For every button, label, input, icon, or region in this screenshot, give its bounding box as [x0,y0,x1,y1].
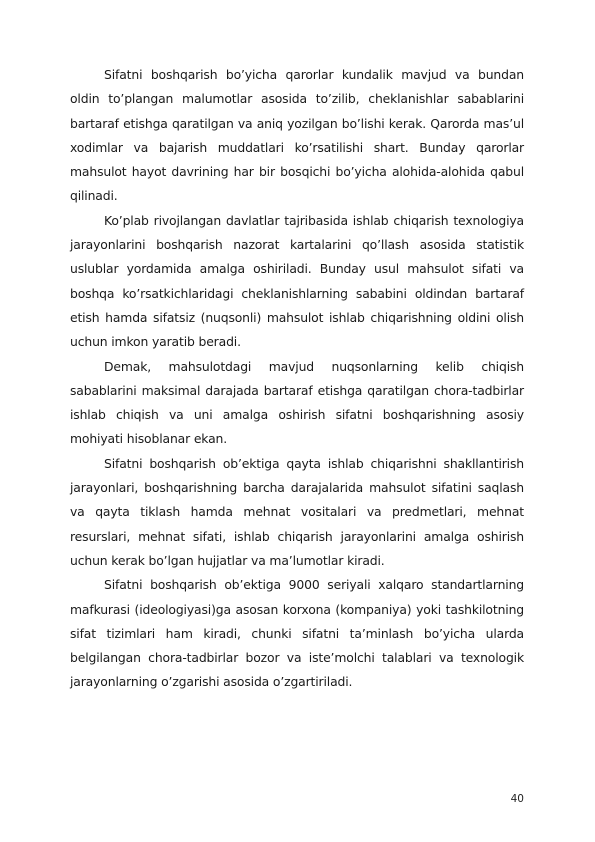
paragraph-1: Sifatni boshqarish bo’yicha qarorlar kundalik mavjud va bundan oldin to’plangan malumotlar asosida to’zilib, cheklanishlar sabablarini bartaraf etishga qaratilgan va aniq yozilgan bo’lishi kerak. Qarorda mas’ul xodimlar va bajarish muddatlari ko’rsatilishi shart. Bunday qarorlar mahsulot hayot davrining har bir bosqichi bo’yicha alohida-alohida qabul qilinadi. [70,67,524,204]
paragraph-5: Sifatni boshqarish ob’ektiga 9000 seriyali xalqaro standartlarning mafkurasi (ideologiyasi)ga asosan korxona (kompaniya) yoki tashkilotning sifat tizimlari ham kiradi, chunki sifatni ta’minlash bo’yicha ularda belgilangan chora-tadbirlar bozor va iste’molchi talablari va texnologik jarayonlarning o’zgarishi asosida o’zgartiriladi. [70,577,524,690]
paragraph-4: Sifatni boshqarish ob’ektiga qayta ishlab chiqarishni shakllantirish jarayonlari, boshqarishning barcha darajalarida mahsulot sifatini saqlash va qayta tiklash hamda mehnat vositalari va predmetlari, mehnat resurslari, mehnat sifati, ishlab chiqarish jarayonlarini amalga oshirish uchun kerak bo’lgan hujjatlar va ma’lumotlar kiradi. [70,455,524,568]
page-number: 40 [510,793,524,805]
document-body [70,63,524,695]
paragraph-3: Demak, mahsulotdagi mavjud nuqsonlarning kelib chiqish sabablarini maksimal darajada bartaraf etishga qaratilgan chora-tadbirlar ishlab chiqish va uni amalga oshirish sifatni boshqarishning asosiy mohiyati hisoblanar ekan. [70,358,524,447]
paragraph-2: Ko’plab rivojlangan davlatlar tajribasida ishlab chiqarish texnologiya jarayonlarini boshqarish nazorat kartalarini qo’llash asosida statistik uslublar yordamida amalga oshiriladi. Bunday usul mahsulot sifati va boshqa ko’rsatkichlaridagi cheklanishlarning sababini oldindan bartaraf etish hamda sifatsiz (nuqsonli) mahsulot ishlab chiqarishning oldini olish uchun imkon yaratib beradi. [70,212,524,350]
